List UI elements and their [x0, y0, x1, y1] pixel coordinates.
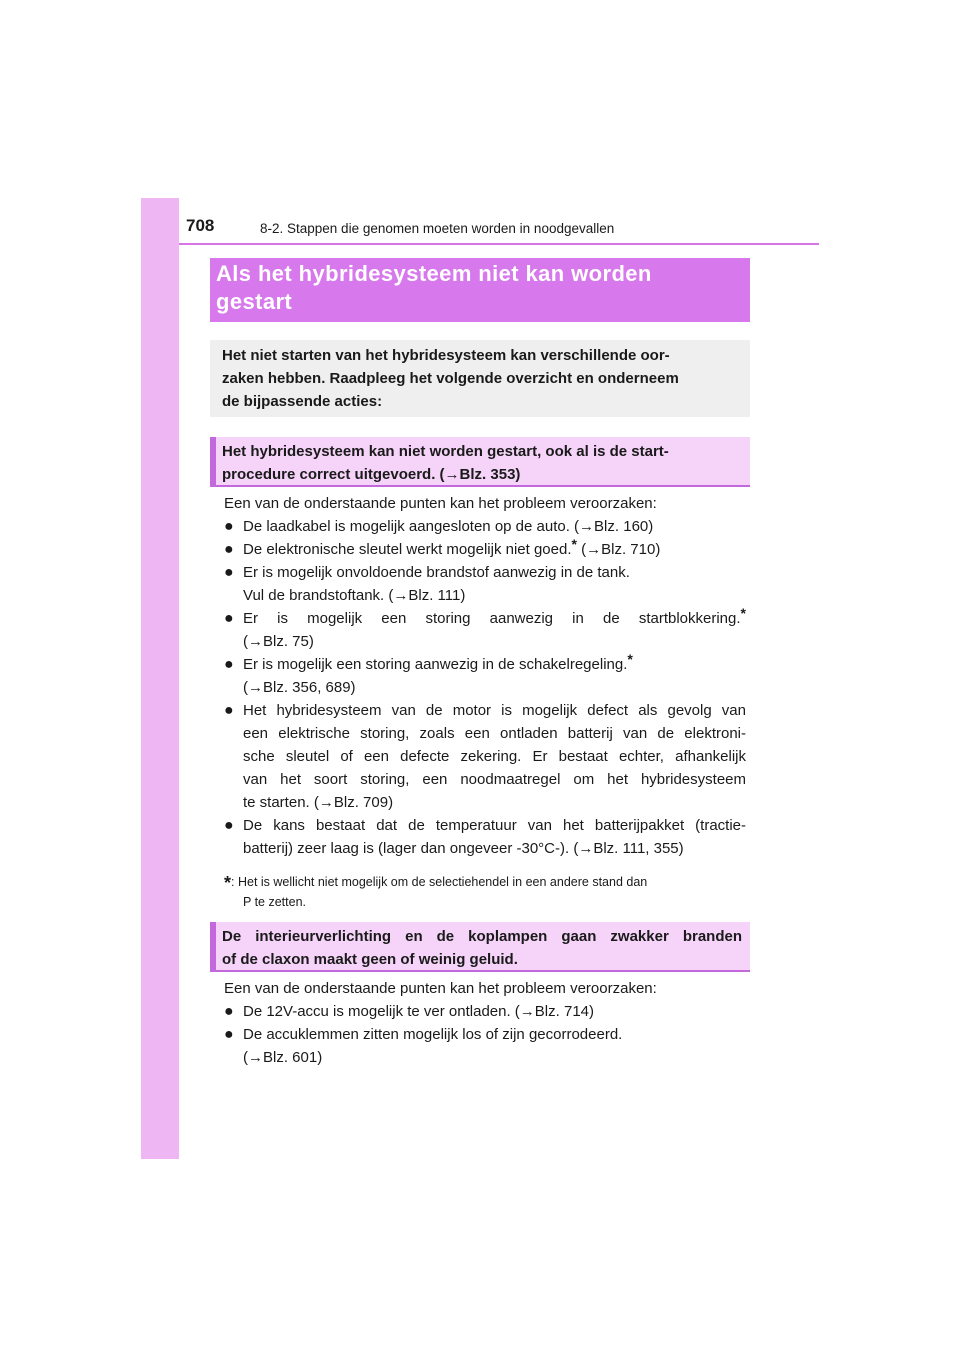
- list-item-text: (→Blz. 356, 689): [243, 679, 356, 696]
- section-heading-line: De interieurverlichting en de koplampen gaan zwakker branden: [222, 928, 742, 945]
- footnote-marker: *: [224, 873, 232, 893]
- header-divider: [179, 243, 819, 245]
- list-item: [224, 814, 746, 860]
- page-title-line: gestart: [216, 289, 293, 314]
- list-item: [224, 515, 746, 538]
- list-item: [224, 1000, 746, 1023]
- bullet-icon: ●: [224, 702, 234, 719]
- list-item-text: Het hybridesysteem van de motor is mogelijk defect als gevolg van: [243, 702, 746, 719]
- chapter-tab-strip: [141, 198, 179, 1159]
- page-title-line: Als het hybridesysteem niet kan worden: [216, 261, 652, 286]
- footnote: [224, 873, 746, 912]
- footnote-marker: *: [571, 536, 577, 552]
- bullet-icon: ●: [224, 564, 234, 581]
- page-title: [210, 258, 750, 322]
- list-item: [224, 653, 746, 699]
- section-lead: Een van de onderstaande punten kan het probleem veroorzaken:: [224, 980, 657, 997]
- list-item: [224, 538, 746, 561]
- list-item-text: De kans bestaat dat de temperatuur van het batterijpakket (tractie-: [243, 817, 746, 834]
- bullet-icon: ●: [224, 518, 234, 535]
- section-body-start-failure: [224, 492, 746, 860]
- list-item-text: De laadkabel is mogelijk aangesloten op de auto. (→Blz. 160): [243, 518, 654, 535]
- list-item-text: De accuklemmen zitten mogelijk los of zijn gecorrodeerd.: [243, 1026, 623, 1043]
- list-item-text: De 12V-accu is mogelijk te ver ontladen. (→Blz. 714): [243, 1003, 594, 1020]
- section-body-weak-lights: [224, 977, 746, 1069]
- list-item-text: Er is mogelijk een storing aanwezig in de schakelregeling.: [243, 656, 628, 673]
- list-item: [224, 561, 746, 607]
- section-header-title: 8-2. Stappen die genomen moeten worden in noodgevallen: [260, 221, 615, 236]
- footnote-text: : Het is wellicht niet mogelijk om de selectiehendel in een andere stand dan: [231, 875, 648, 889]
- list-item-text: Vul de brandstoftank. (→Blz. 111): [243, 587, 466, 604]
- intro-box: [210, 340, 750, 417]
- list-item-text: (→Blz. 710): [576, 541, 661, 558]
- list-item-text: Er is mogelijk een storing aanwezig in de startblokkering.: [243, 610, 741, 627]
- bullet-icon: ●: [224, 656, 234, 673]
- bullet-icon: ●: [224, 1026, 234, 1043]
- section-heading-line: procedure correct uitgevoerd. (→Blz. 353): [222, 466, 521, 483]
- section-lead: Een van de onderstaande punten kan het probleem veroorzaken:: [224, 495, 657, 512]
- bullet-icon: ●: [224, 541, 234, 558]
- footnote-marker: *: [627, 651, 633, 667]
- list-item: [224, 699, 746, 814]
- page-number: 708: [186, 216, 215, 235]
- cause-list: [224, 515, 746, 860]
- list-item: [224, 607, 746, 653]
- list-item-text: Er is mogelijk onvoldoende brandstof aanwezig in de tank.: [243, 564, 630, 581]
- list-item-text: een elektrische storing, zoals een ontladen batterij van de elektroni-: [243, 725, 746, 742]
- footnote-text: P te zetten.: [243, 895, 307, 909]
- cause-list: [224, 1000, 746, 1069]
- list-item-text: De elektronische sleutel werkt mogelijk niet goed.: [243, 541, 572, 558]
- bullet-icon: ●: [224, 1003, 234, 1020]
- list-item-text: (→Blz. 75): [243, 633, 314, 650]
- intro-line: zaken hebben. Raadpleeg het volgende overzicht en onderneem: [222, 370, 679, 387]
- section-heading-line: of de claxon maakt geen of weinig geluid.: [222, 951, 518, 968]
- intro-line: de bijpassende acties:: [222, 393, 383, 410]
- section-heading-line: Het hybridesysteem kan niet worden gestart, ook al is de start-: [222, 443, 669, 460]
- list-item-text: te starten. (→Blz. 709): [243, 794, 394, 811]
- intro-line: Het niet starten van het hybridesysteem kan verschillende oor-: [222, 347, 670, 364]
- section-heading-weak-lights: [210, 922, 750, 972]
- list-item-text: van het soort storing, een noodmaatregel om het hybridesysteem: [243, 771, 746, 788]
- list-item-line: [243, 607, 746, 630]
- bullet-icon: ●: [224, 610, 234, 627]
- section-heading-start-failure: [210, 437, 750, 487]
- list-item: [224, 1023, 746, 1069]
- bullet-icon: ●: [224, 817, 234, 834]
- list-item-text: (→Blz. 601): [243, 1049, 323, 1066]
- list-item-line: [243, 653, 746, 676]
- list-item-text: sche sleutel of een defecte zekering. Er bestaat echter, afhankelijk: [243, 748, 746, 765]
- list-item-text: batterij) zeer laag is (lager dan ongeveer -30°C-). (→Blz. 111, 355): [243, 840, 684, 857]
- footnote-marker: *: [740, 605, 746, 621]
